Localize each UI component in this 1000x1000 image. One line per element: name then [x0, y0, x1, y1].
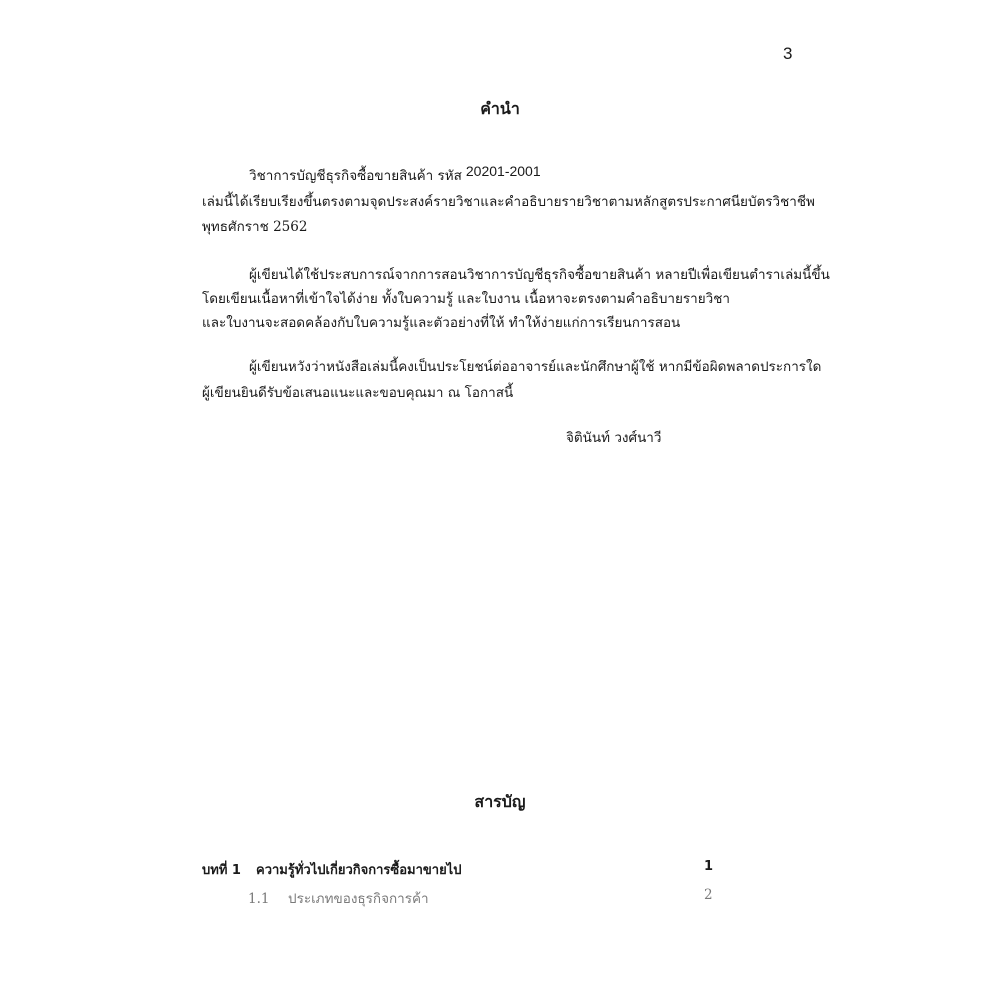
toc-entry-label: ประเภทของธุรกิจการค้า [288, 891, 429, 907]
preface-p2-line1: ผู้เขียนได้ใช้ประสบการณ์จากการสอนวิชาการบัญชีธุรกิจซื้อขายสินค้า หลายปีเพื่อเขียนตำราเล่มนี้ขึ้น [249, 267, 830, 283]
toc-entry-number: บทที่ 1 [202, 863, 241, 878]
preface-p3-line1: ผู้เขียนหวังว่าหนังสือเล่มนี้คงเป็นประโยชน์ต่ออาจารย์และนักศึกษาผู้ใช้ หากมีข้อผิดพลาดประการใด [249, 359, 822, 375]
course-code: 20201-2001 [465, 163, 541, 179]
preface-p1-line2: เล่มนี้ได้เรียบเรียงขึ้นตรงตามจุดประสงค์รายวิชาและคำอธิบายรายวิชาตามหลักสูตรประกาศนียบัตรวิชาชีพ [202, 194, 815, 210]
preface-p2-line2: โดยเขียนเนื้อหาที่เข้าใจได้ง่าย ทั้งใบความรู้ และใบงาน เนื้อหาจะตรงตามคำอธิบายรายวิชา [202, 291, 730, 307]
toc-entry-chapter-1[interactable] [202, 859, 722, 880]
preface-p1-line1 [249, 164, 541, 186]
preface-p3-line2: ผู้เขียนยินดีรับข้อเสนอแนะและขอบคุณมา ณ โอกาสนี้ [202, 385, 514, 401]
toc-entry-label: ความรู้ทั่วไปเกี่ยวกิจการซื้อมาขายไป [256, 863, 462, 878]
preface-p1-text: วิชาการบัญชีธุรกิจซื้อขายสินค้า รหัส [249, 168, 462, 184]
toc-entry-page: 2 [704, 887, 713, 903]
toc-entry-number: 1.1 [248, 891, 270, 907]
page-number: 3 [783, 44, 793, 63]
preface-p2-line3: และใบงานจะสอดคล้องกับใบความรู้และตัวอย่างที่ให้ ทำให้ง่ายแก่การเรียนการสอน [202, 315, 681, 331]
toc-entry-section-1-1[interactable] [202, 887, 722, 909]
preface-title: คำนำ [480, 99, 520, 118]
preface-p1-line3: พุทธศักราช 2562 [202, 219, 308, 235]
toc-title: สารบัญ [474, 792, 526, 811]
toc-entry-page: 1 [704, 859, 714, 874]
author-signature: จิตินันท์ วงศ์นาวี [566, 430, 662, 446]
